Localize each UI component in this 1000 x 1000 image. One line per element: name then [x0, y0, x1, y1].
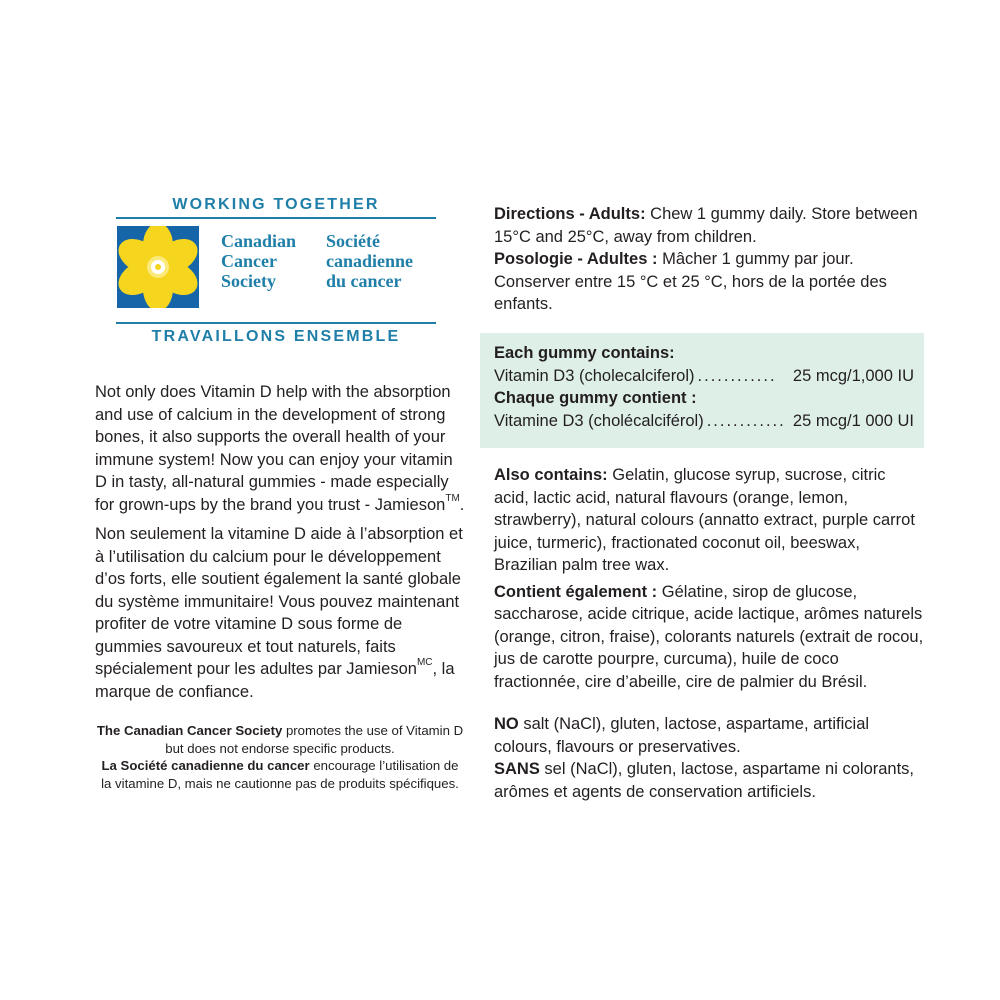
cancer-society-logo	[116, 193, 436, 363]
description-en-text: Not only does Vitamin D help with the absorption and use of calcium in the development of strong bones, it also supports the overall health of your immune system! Now you can enjoy your vitamin D in tasty, all-natural gummies - made especially for grown-ups by the brand you trust - Jamieson	[95, 383, 453, 514]
directions-section	[494, 203, 934, 316]
free-from-en	[494, 713, 924, 758]
logo-tagline-en: WORKING TOGETHER	[172, 196, 380, 213]
free-from-section	[494, 713, 924, 803]
directions-en	[494, 203, 934, 248]
free-from-fr-text: sel (NaCl), gluten, lactose, aspartame ni colorants, arômes et agents de conservation artificiels.	[494, 760, 915, 801]
disclaimer-fr-org: La Société canadienne du cancer	[101, 758, 310, 773]
free-from-en-label: NO	[494, 715, 519, 733]
free-from-en-text: salt (NaCl), gluten, lactose, aspartame, artificial colours, flavours or preservatives.	[494, 715, 870, 756]
dot-leader: ............	[697, 366, 777, 385]
org-name-en	[221, 231, 296, 291]
other-ingredients-fr-text: Gélatine, sirop de glucose, saccharose, acide citrique, acide lactique, arômes naturels (orange, citron, fraise), colorants naturels (extrait de rocou, jus de carotte pourpre, curcuma), huile de coco fractionnée, cire d’abeille, cire de palmier du Brésil.	[494, 582, 924, 691]
ingredient-name-en: Vitamin D3 (cholecalciferol)	[494, 366, 695, 385]
other-ingredients-fr	[494, 581, 924, 694]
ingredient-amount-en: 25 mcg/1,000 IU	[792, 366, 914, 385]
contents-row-fr	[494, 410, 914, 433]
other-ingredients-en	[494, 464, 924, 577]
disclaimer-fr	[95, 757, 465, 792]
org-name-fr-line: du cancer	[326, 271, 402, 291]
contents-panel	[494, 342, 914, 432]
contents-heading-en: Each gummy contains:	[494, 344, 675, 362]
directions-fr	[494, 248, 934, 316]
dot-leader: ............	[706, 411, 786, 430]
other-ingredients-section	[494, 464, 924, 697]
disclaimer-en-org: The Canadian Cancer Society	[96, 723, 283, 738]
free-from-fr	[494, 758, 924, 803]
daffodil-icon	[117, 226, 199, 308]
directions-en-text: Chew 1 gummy daily. Store between 15°C and 25°C, away from children.	[494, 205, 918, 246]
directions-en-label: Directions - Adults:	[494, 205, 646, 223]
logo-bottom-rule	[116, 322, 436, 324]
contents-heading-fr: Chaque gummy contient :	[494, 389, 697, 407]
org-name-fr-line: Société	[326, 231, 380, 251]
contents-row-en	[494, 365, 914, 388]
other-ingredients-en-label: Also contains:	[494, 466, 608, 484]
endorsement-disclaimer	[95, 722, 465, 792]
description-fr-text: Non seulement la vitamine D aide à l’absorption et à l’utilisation du calcium pour le développement d’os forts, elle soutient également la santé globale du système immunitaire! Vous pouvez maintenant profiter de votre vitamine D sous forme de gummies savoureux et tout naturels, faits spécialement pour les adultes par Jamieson	[95, 525, 463, 678]
org-name-fr-line: canadienne	[326, 251, 414, 271]
disclaimer-en	[95, 722, 465, 757]
ingredient-name-fr: Vitamine D3 (cholécalciférol)	[494, 411, 704, 430]
description-en	[95, 381, 465, 516]
org-name-en-line: Society	[221, 271, 276, 291]
description-fr	[95, 523, 465, 703]
trademark-mark-fr: MC	[416, 657, 433, 668]
other-ingredients-fr-label: Contient également :	[494, 582, 658, 601]
other-ingredients-en-text: Gelatin, glucose syrup, sucrose, citric acid, lactic acid, natural flavours (orange, lemon, strawberry), natural colours (annatto extract, purple carrot juice, turmeric), fractionated coconut oil, beeswax, Brazilian palm tree wax.	[494, 466, 915, 574]
org-name-en-line: Canadian	[221, 231, 297, 251]
free-from-fr-label: SANS	[494, 760, 540, 778]
org-name-fr	[326, 231, 413, 291]
disclaimer-en-text: promotes the use of Vitamin D but does not endorse specific products.	[165, 723, 464, 756]
logo-body	[116, 219, 436, 322]
logo-tagline-fr: TRAVAILLONS ENSEMBLE	[151, 328, 401, 345]
description-en-end: .	[459, 495, 465, 514]
description-fr-end: , la marque de confiance.	[95, 660, 455, 701]
disclaimer-fr-text: encourage l’utilisation de la vitamine D, mais ne cautionne pas de produits spécifiques.	[101, 758, 459, 791]
ingredient-amount-fr: 25 mcg/1 000 UI	[792, 411, 914, 430]
description-column	[95, 381, 465, 710]
directions-fr-text: Mâcher 1 gummy par jour. Conserver entre 15 °C et 25 °C, hors de la portée des enfants.	[494, 250, 887, 313]
trademark-mark: TM	[445, 492, 460, 504]
directions-fr-label: Posologie - Adultes :	[494, 250, 658, 268]
org-name-en-line: Cancer	[221, 251, 277, 271]
